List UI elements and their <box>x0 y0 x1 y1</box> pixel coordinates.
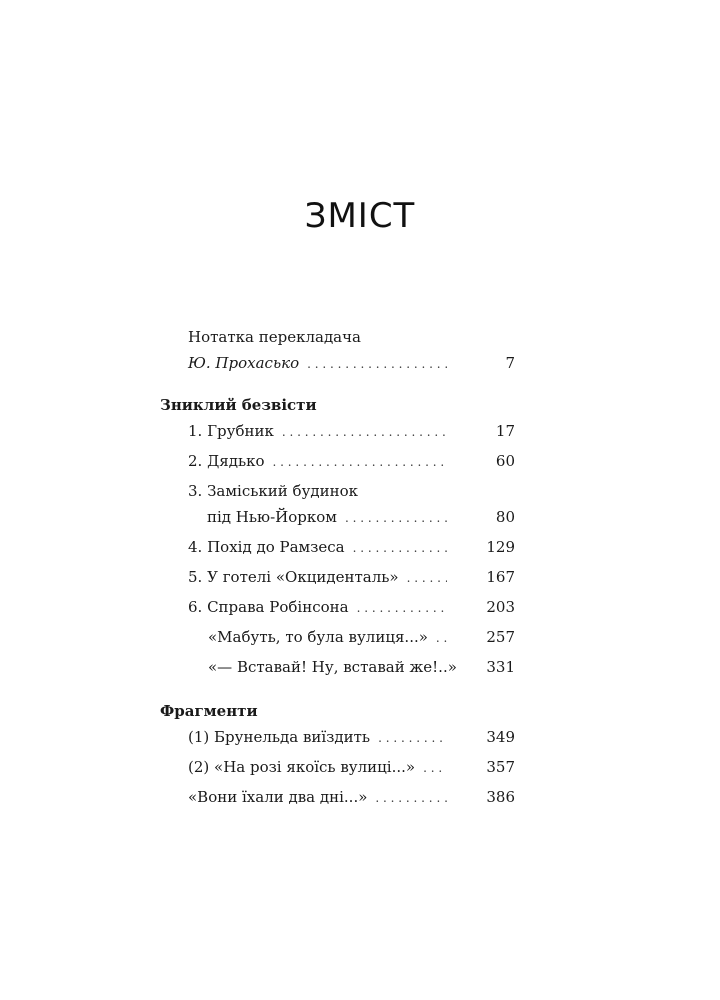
toc-leader-dots <box>407 567 447 589</box>
section-heading-missing: Зниклий безвісти <box>160 396 317 414</box>
toc-entry-label: «Мабуть, то була вулиця...» <box>208 628 428 646</box>
toc-leader-dots <box>273 451 447 473</box>
toc-entry[interactable] <box>188 756 515 782</box>
toc-leader-dots <box>353 537 447 559</box>
toc-leader-dots <box>307 353 447 375</box>
toc-entry[interactable] <box>208 626 515 652</box>
toc-entry-label: «Вони їхали два дні...» <box>188 788 368 806</box>
toc-entry[interactable] <box>188 450 515 476</box>
toc-entry[interactable] <box>188 480 515 532</box>
toc-entry[interactable] <box>188 596 515 622</box>
toc-entry-label: 3. Заміський будинок <box>188 482 359 500</box>
section-heading-fragments: Фрагменти <box>160 702 258 720</box>
toc-entry-label-continued: під Нью-Йорком <box>207 508 337 526</box>
toc-entry-label: «— Вставай! Ну, вставай же!..» <box>208 658 457 676</box>
toc-entry-label: (1) Брунельда виїздить <box>188 728 371 746</box>
toc-entry[interactable] <box>188 420 515 446</box>
toc-entry-label: (2) «На розі якоїсь вулиці...» <box>188 758 416 776</box>
toc-leader-dots <box>357 597 447 619</box>
toc-entry[interactable] <box>188 536 515 562</box>
toc-entry[interactable] <box>208 656 515 682</box>
toc-page-number: 203 <box>486 598 515 616</box>
toc-entry[interactable] <box>188 786 515 812</box>
toc-leader-dots <box>282 421 447 443</box>
toc-page-number: 331 <box>486 658 515 676</box>
toc-leader-dots <box>375 787 447 809</box>
toc-leader-dots <box>436 627 447 649</box>
toc-entry-label: 5. У готелі «Окциденталь» <box>188 568 399 586</box>
toc-entry-author: Ю. Прохасько <box>188 354 300 372</box>
toc-entry-label: Нотатка перекладача <box>188 328 361 346</box>
toc-entry-label: 6. Справа Робінсона <box>188 598 349 616</box>
toc-page-number: 129 <box>486 538 515 556</box>
toc-leader-dots <box>378 727 447 749</box>
toc-page-number: 80 <box>495 508 515 526</box>
toc-entry-label: 2. Дядько <box>188 452 265 470</box>
toc-page-number: 257 <box>486 628 515 646</box>
toc-leader-dots <box>423 757 447 779</box>
toc-page-number: 357 <box>486 758 515 776</box>
page-title: ЗМІСТ <box>304 196 416 236</box>
toc-page-number: 349 <box>486 728 515 746</box>
toc-entry[interactable] <box>188 726 515 752</box>
toc-entry-label: 4. Похід до Рамзеса <box>188 538 345 556</box>
toc-page-number: 7 <box>505 354 515 372</box>
table-of-contents <box>160 326 515 812</box>
toc-page-number: 386 <box>486 788 515 806</box>
toc-entry[interactable] <box>188 566 515 592</box>
toc-page-number: 17 <box>495 422 515 440</box>
toc-entry-translator-note[interactable] <box>188 326 515 378</box>
toc-leader-dots <box>345 507 447 529</box>
toc-page-number: 60 <box>495 452 515 470</box>
toc-entry-label: 1. Грубник <box>188 422 274 440</box>
toc-page-number: 167 <box>486 568 515 586</box>
